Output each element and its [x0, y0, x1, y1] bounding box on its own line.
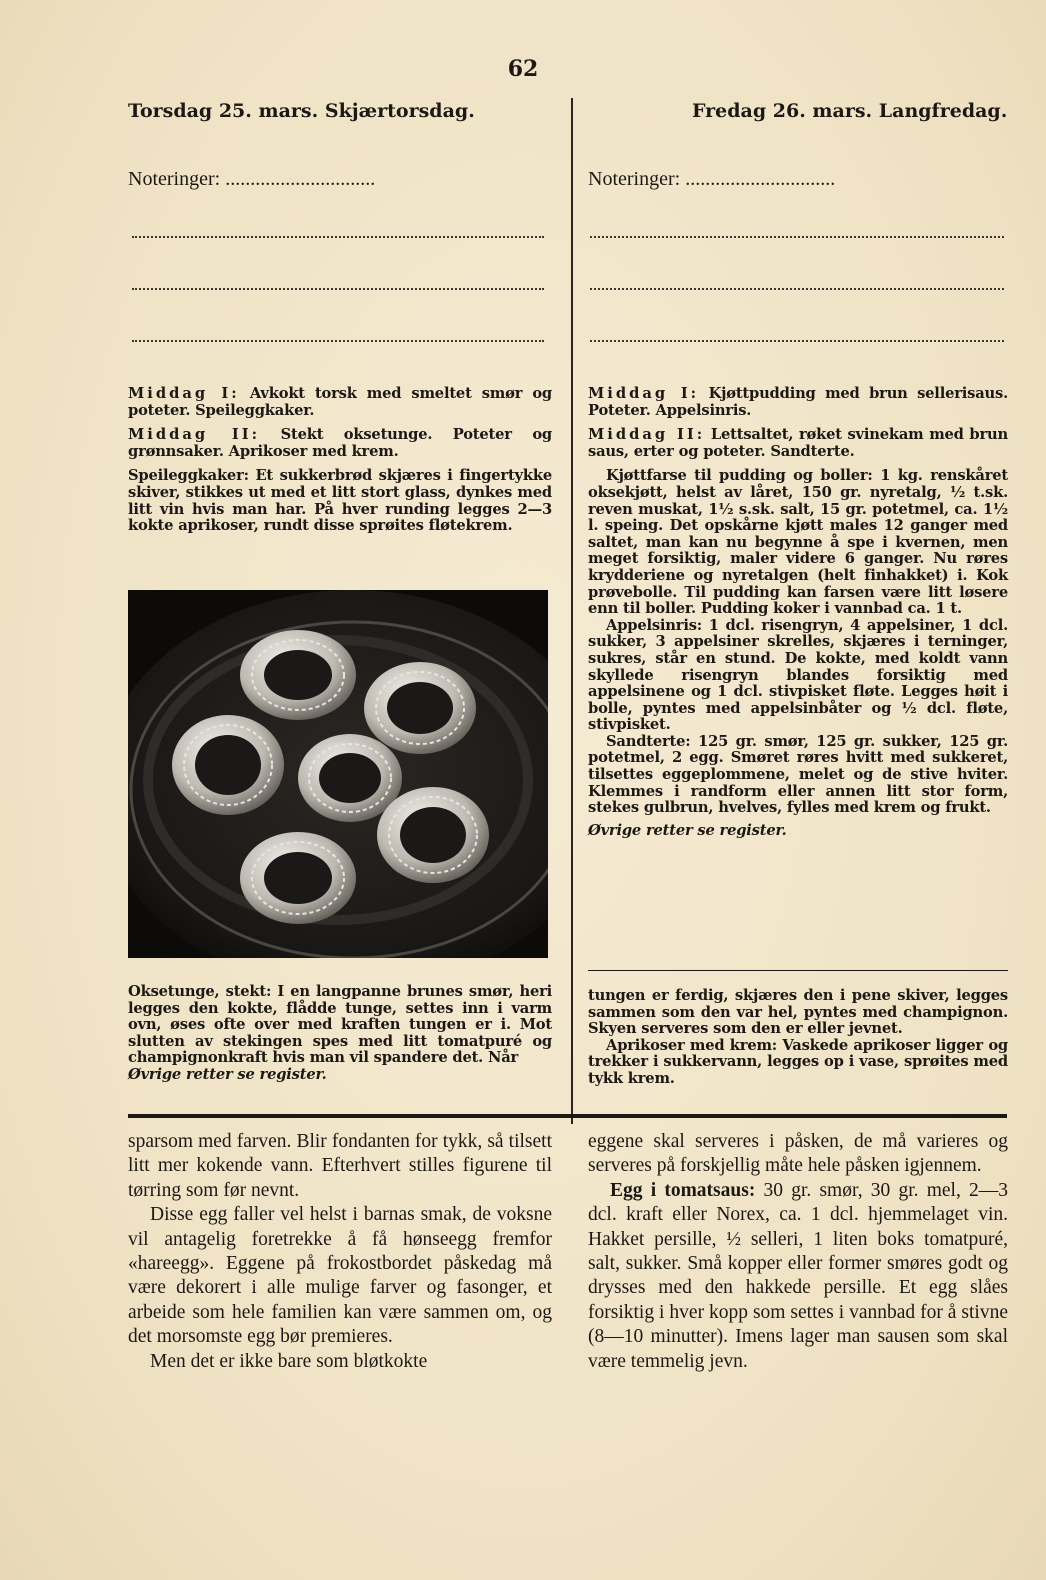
page-number: 62	[507, 56, 539, 82]
left-ovrige-retter: Øvrige retter se register.	[128, 1065, 327, 1083]
lower-left-text	[128, 1130, 552, 1374]
left-middag-2: Middag II: Stekt oksetunge. Poteter og grønnsaker. Aprikoser med krem.	[128, 426, 552, 460]
recipe-aprikoser: Aprikoser med krem: Vaskede aprikoser ligger og trekker i sukkervann, legges op i vase, sprøites med tykk krem.	[588, 1036, 1008, 1087]
lower-left-p3: Men det er ikke bare som bløtkokte	[150, 1350, 428, 1372]
right-notes-label: Noteringer: ..............................	[588, 168, 836, 190]
right-continuation	[588, 988, 1008, 1088]
left-heading: Torsdag 25. mars. Skjærtorsdag.	[128, 100, 475, 122]
lower-right-p1: eggene skal serveres i påsken, de må varieres og serveres på forskjellig måte hele påsken igjennem.	[588, 1131, 1008, 1177]
right-ovrige-retter: Øvrige retter se register.	[588, 821, 787, 839]
column-divider	[571, 98, 573, 1124]
notes-line	[132, 236, 544, 238]
recipe-appelsinris: Appelsinris: 1 dcl. risengryn, 4 appelsiner, 1 dcl. sukker, 3 appelsiner skrelles, skjæres i terninger, sukres, står en stund. De kokte, med koldt vann skyllede risengryn blandes forsiktig med appelsinene og 1 dcl. stivpisket fløte. Legges høit i bolle, pyntes med appelsinbåter og ½ dcl. fløte, stivpisket.	[588, 616, 1008, 734]
right-middag-1: Middag I: Kjøttpudding med brun sellerisaus. Poteter. Appelsinris.	[588, 385, 1008, 419]
notes-line	[590, 288, 1004, 290]
left-middag-1: Middag I: Avkokt torsk med smeltet smør og poteter. Speileggkaker.	[128, 385, 552, 419]
left-menu	[128, 386, 552, 543]
oksetunge-continued: tungen er ferdig, skjæres den i pene skiver, legges sammen som den var hel, pyntes med champignon. Skyen serveres som den er eller jevnet.	[588, 987, 1008, 1038]
recipe-kjottfarse: Kjøttfarse til pudding og boller: 1 kg. renskåret oksekjøtt, helst av låret, 150 gr. nyretalg, ½ t.sk. reven muskat, 1½ s.sk. salt, 15 gr. potetmel, ca. 1½ l. speing. Det opskårne kjøtt males 12 ganger med saltet, man kan nu begynne å spe i kvernen, men meget forsiktig, maler videre 6 ganger. Nu røres krydderiene og nyretalgen (helt finhakket) i. Kok prøvebolle. Til pudding kan farsen være litt løsere enn til boller. Pudding koker i vannbad ca. 1 t.	[588, 467, 1008, 618]
recipe-sandterte: Sandterte: 125 gr. smør, 125 gr. sukker, 125 gr. potetmel, 2 egg. Smøret røres hvitt med sukkeret, tilsettes eggeplommene, melet og de stive hviter. Klemmes i randform eller annen litt stor form, stekes gulbrun, hvelves, fylles med krem og frukt.	[588, 732, 1008, 817]
notes-line	[590, 340, 1004, 342]
right-divider	[588, 970, 1008, 972]
recipe-oksetunge: Oksetunge, stekt: I en langpanne brunes smør, heri legges den kokte, flådde tunge, settes inn i varm ovn, øses ofte over med kraften tungen er i. Mot slutten av stekingen spes med litt tomatpuré og champignonkraft hvis man vil spandere det. Når Øvrige retter se register.	[128, 983, 553, 1083]
right-heading: Fredag 26. mars. Langfredag.	[692, 100, 1008, 122]
food-photo	[128, 590, 548, 958]
lower-left-p1: sparsom med farven. Blir fondanten for tykk, så tilsett litt mer kokende vann. Efterhvert stilles figurene til tørring som før nevnt.	[128, 1131, 552, 1201]
notes-line	[132, 288, 544, 290]
section-rule	[128, 1114, 1007, 1118]
recipe-speileggkaker: Speileggkaker: Et sukkerbrød skjæres i fingertykke skiver, stikkes ut med et litt stort glass, dynkes med litt vin hvis man har. På hver runding legges 2—3 kokte aprikoser, rundt disse sprøites fløtekrem.	[128, 467, 552, 535]
lower-right-text	[588, 1130, 1008, 1374]
right-menu	[588, 386, 1008, 839]
recipe-egg-tomatsaus: Egg i tomatsaus: 30 gr. smør, 30 gr. mel, 2—3 dcl. kraft eller Norex, ca. 1 dcl. hjemmelaget vin. Hakket persille, ½ selleri, 1 liten boks tomatpuré, salt, sukker. Små kopper eller former smøres godt og drysses med den hakkede persille. Et egg slåes forsiktig i hver kopp som settes i vannbad for å stivne (8—10 minutter). Imens lager man sausen som skal være temmelig jevn.	[588, 1179, 1009, 1372]
notes-line	[132, 340, 544, 342]
notes-line	[590, 236, 1004, 238]
left-notes-label: Noteringer: ..............................	[128, 168, 376, 190]
lower-left-p2: Disse egg faller vel helst i barnas smak, de voksne vil antagelig foretrekke å få hønseegg fremfor «hareegg». Eggene på frokostbordet påskedag må være dekorert i alle mulige farver og fasonger, et arbeide som hele familien kan være sammen om, og det morsomste egg bør premieres.	[128, 1204, 552, 1348]
right-middag-2: Middag II: Lettsaltet, røket svinekam med brun saus, erter og poteter. Sandterte.	[588, 426, 1008, 460]
